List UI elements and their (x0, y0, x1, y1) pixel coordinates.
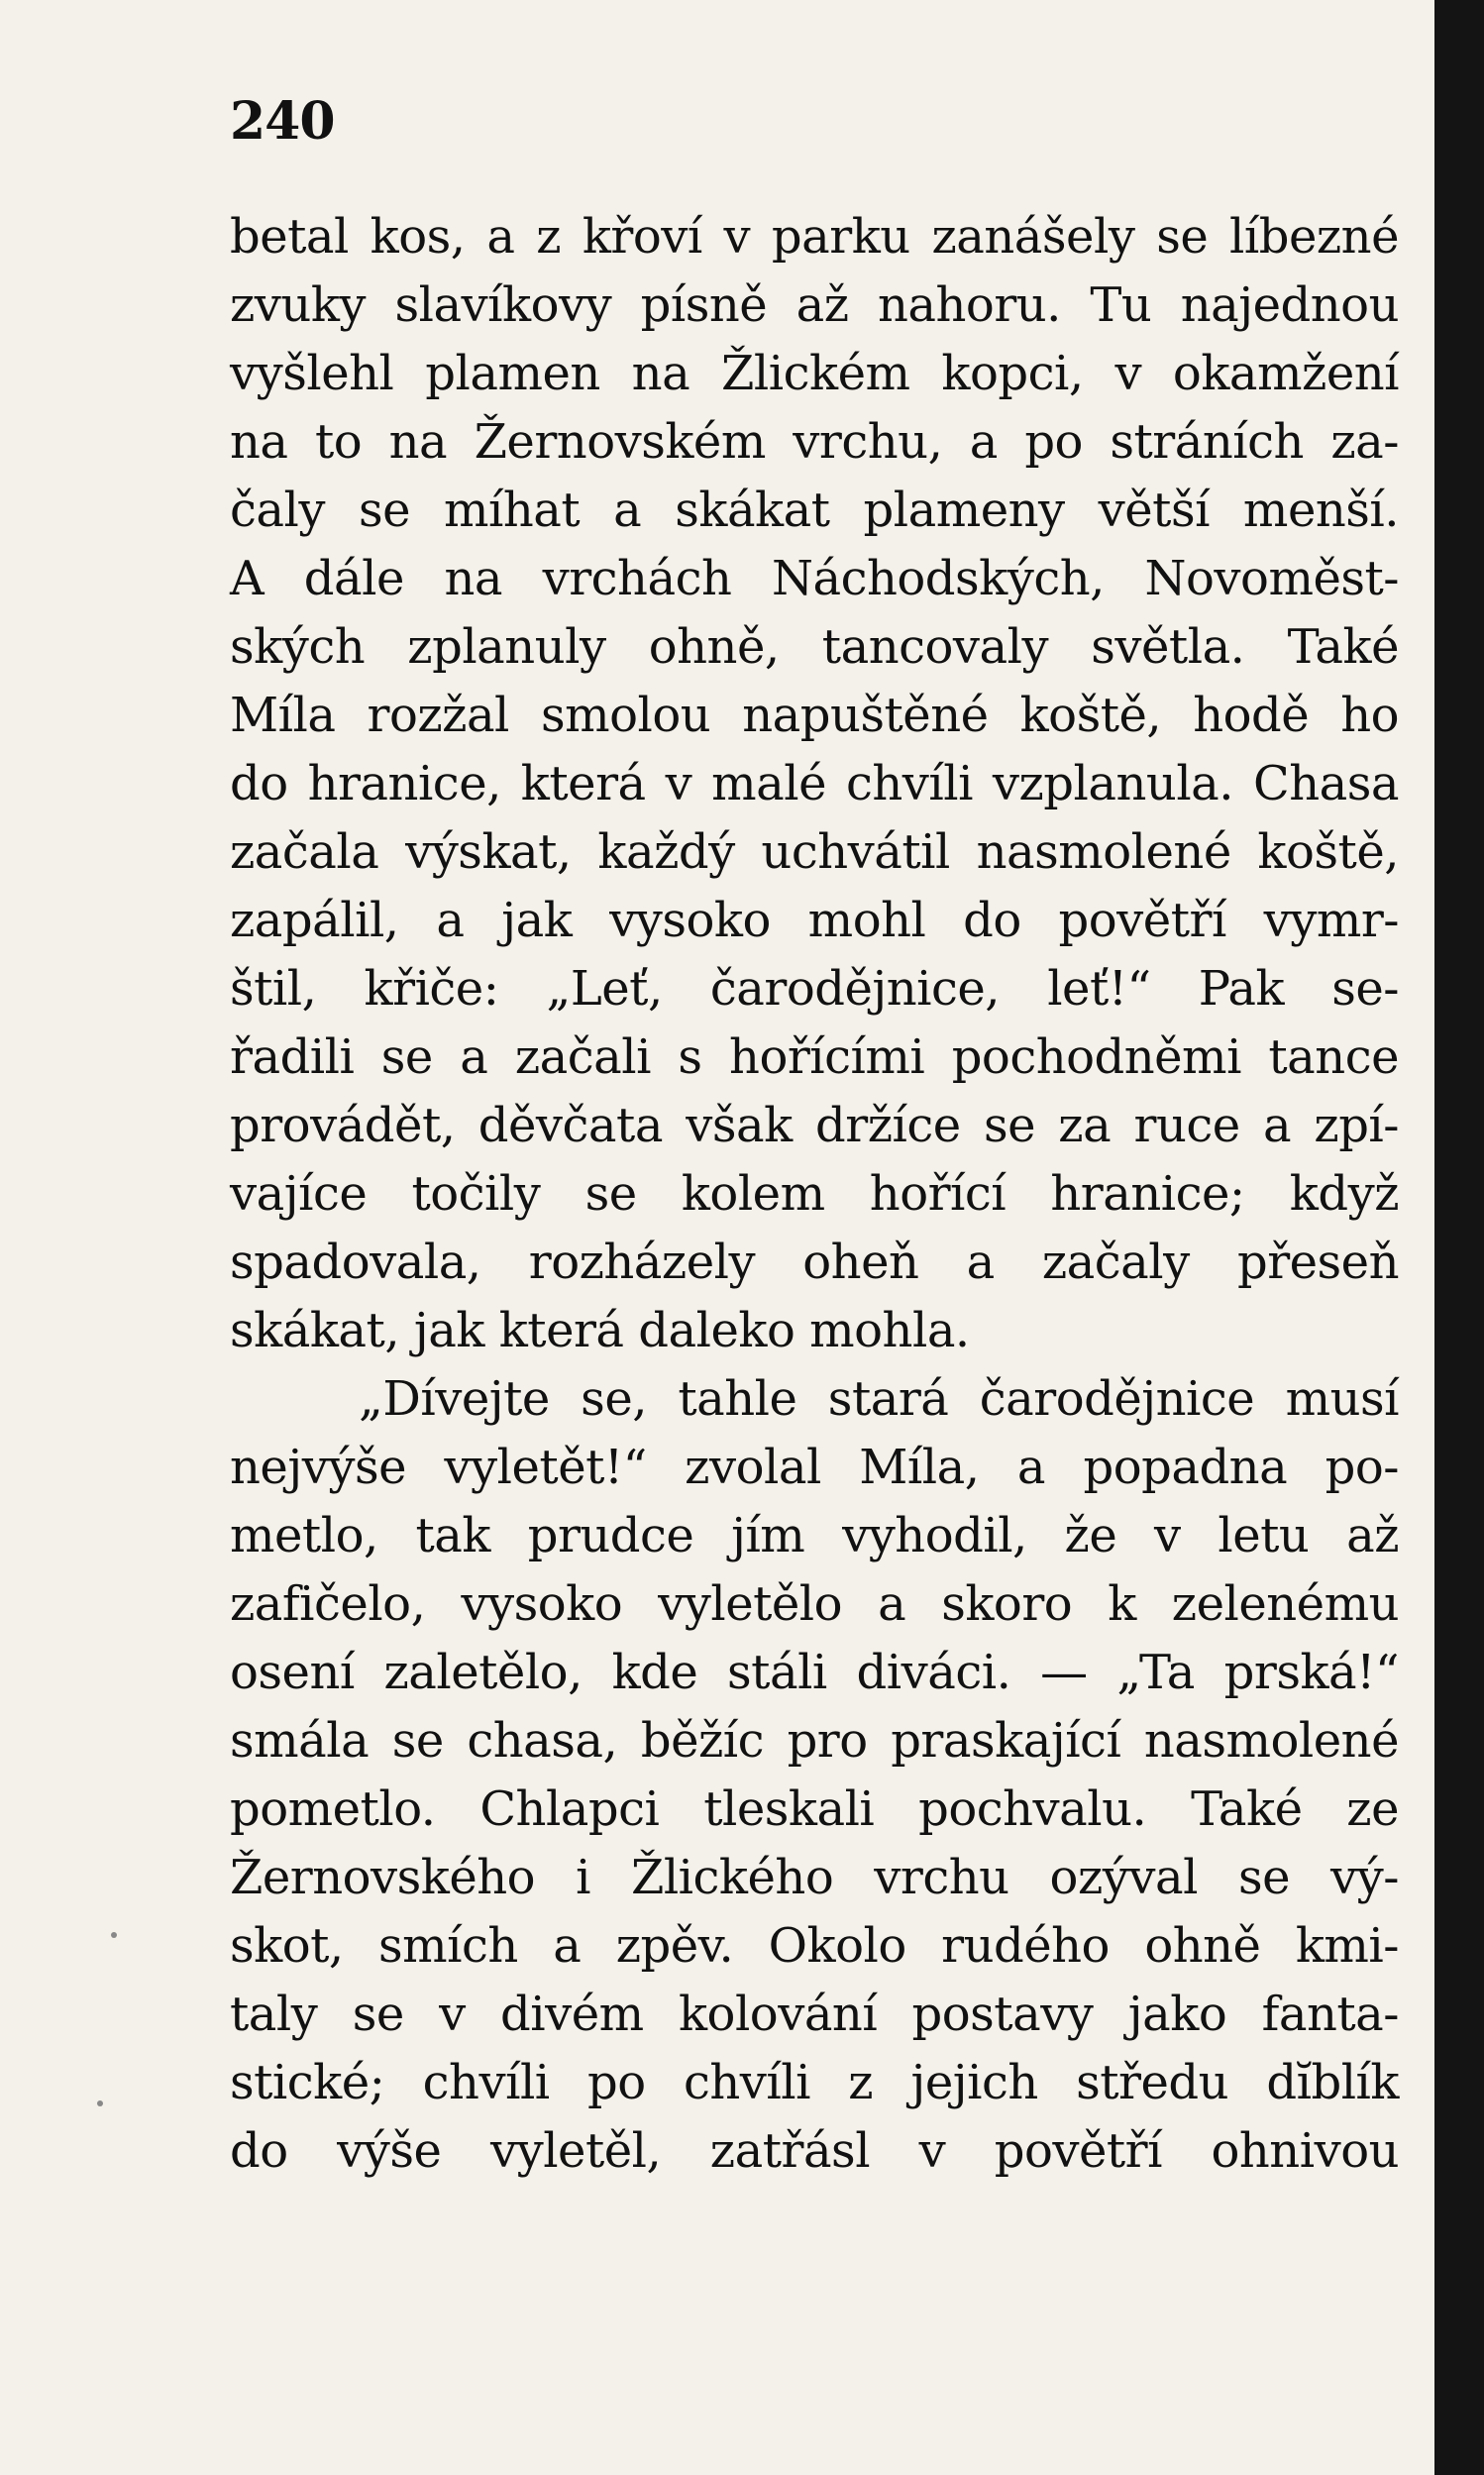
text-line: štil, křiče: „Leť, čarodějnice, leť!“ Pak se- (230, 961, 1399, 1017)
text-line: Žernovského i Žlického vrchu ozýval se vý- (230, 1850, 1399, 1905)
text-line: skákat, jak která daleko mohla. (230, 1303, 970, 1358)
text-line: vyšlehl plamen na Žlickém kopci, v okamžení (230, 346, 1399, 401)
text-line: vajíce točily se kolem hořící hranice; když (230, 1166, 1399, 1222)
text-line: metlo, tak prudce jím vyhodil, že v letu až (230, 1508, 1399, 1563)
text-line: řadili se a začali s hořícími pochodněmi tance (230, 1029, 1399, 1085)
text-line: pometlo. Chlapci tleskali pochvalu. Také ze (230, 1781, 1399, 1837)
text-line: ských zplanuly ohně, tancovaly světla. Také (230, 619, 1399, 675)
text-line: „Dívejte se, tahle stará čarodějnice musí (359, 1371, 1399, 1427)
page-number: 240 (230, 91, 335, 152)
text-line: zvuky slavíkovy písně až nahoru. Tu najednou (230, 277, 1399, 333)
text-line: provádět, děvčata však držíce se za ruce a zpí- (230, 1098, 1399, 1153)
body-text (230, 203, 1399, 2186)
text-line: Míla rozžal smolou napuštěné koště, hodě ho (230, 688, 1399, 743)
paper-speck (111, 1932, 117, 1938)
text-line: A dále na vrchách Náchodských, Novoměst- (230, 551, 1399, 606)
text-line: do hranice, která v malé chvíli vzplanula. Chasa (230, 756, 1399, 811)
text-line: betal kos, a z křoví v parku zanášely se líbezné (230, 209, 1399, 265)
text-line: taly se v divém kolování postavy jako fanta- (230, 1987, 1399, 2042)
text-line: zapálil, a jak vysoko mohl do povětří vymr- (230, 893, 1399, 948)
text-line: nejvýše vyletět!“ zvolal Míla, a popadna po- (230, 1440, 1399, 1495)
text-line: spadovala, rozházely oheň a začaly přeseň (230, 1235, 1399, 1290)
text-line: stické; chvíli po chvíli z jejich středu dĭblík (230, 2055, 1399, 2110)
text-line: čaly se míhat a skákat plameny větší menší. (230, 483, 1399, 538)
text-line: do výše vyletěl, zatřásl v povětří ohnivou (230, 2123, 1399, 2179)
text-line: začala výskat, každý uchvátil nasmolené koště, (230, 824, 1399, 880)
text-line: skot, smích a zpěv. Okolo rudého ohně kmi- (230, 1918, 1399, 1974)
text-line: osení zaletělo, kde stáli diváci. — „Ta prská!“ (230, 1645, 1399, 1700)
text-line: zafičelo, vysoko vyletělo a skoro k zelenému (230, 1576, 1399, 1632)
text-line: smála se chasa, běžíc pro praskající nasmolené (230, 1713, 1399, 1769)
page-edge-shadow (1434, 0, 1484, 2475)
text-line: na to na Žernovském vrchu, a po stráních za- (230, 414, 1399, 470)
paper-speck (97, 2100, 103, 2106)
